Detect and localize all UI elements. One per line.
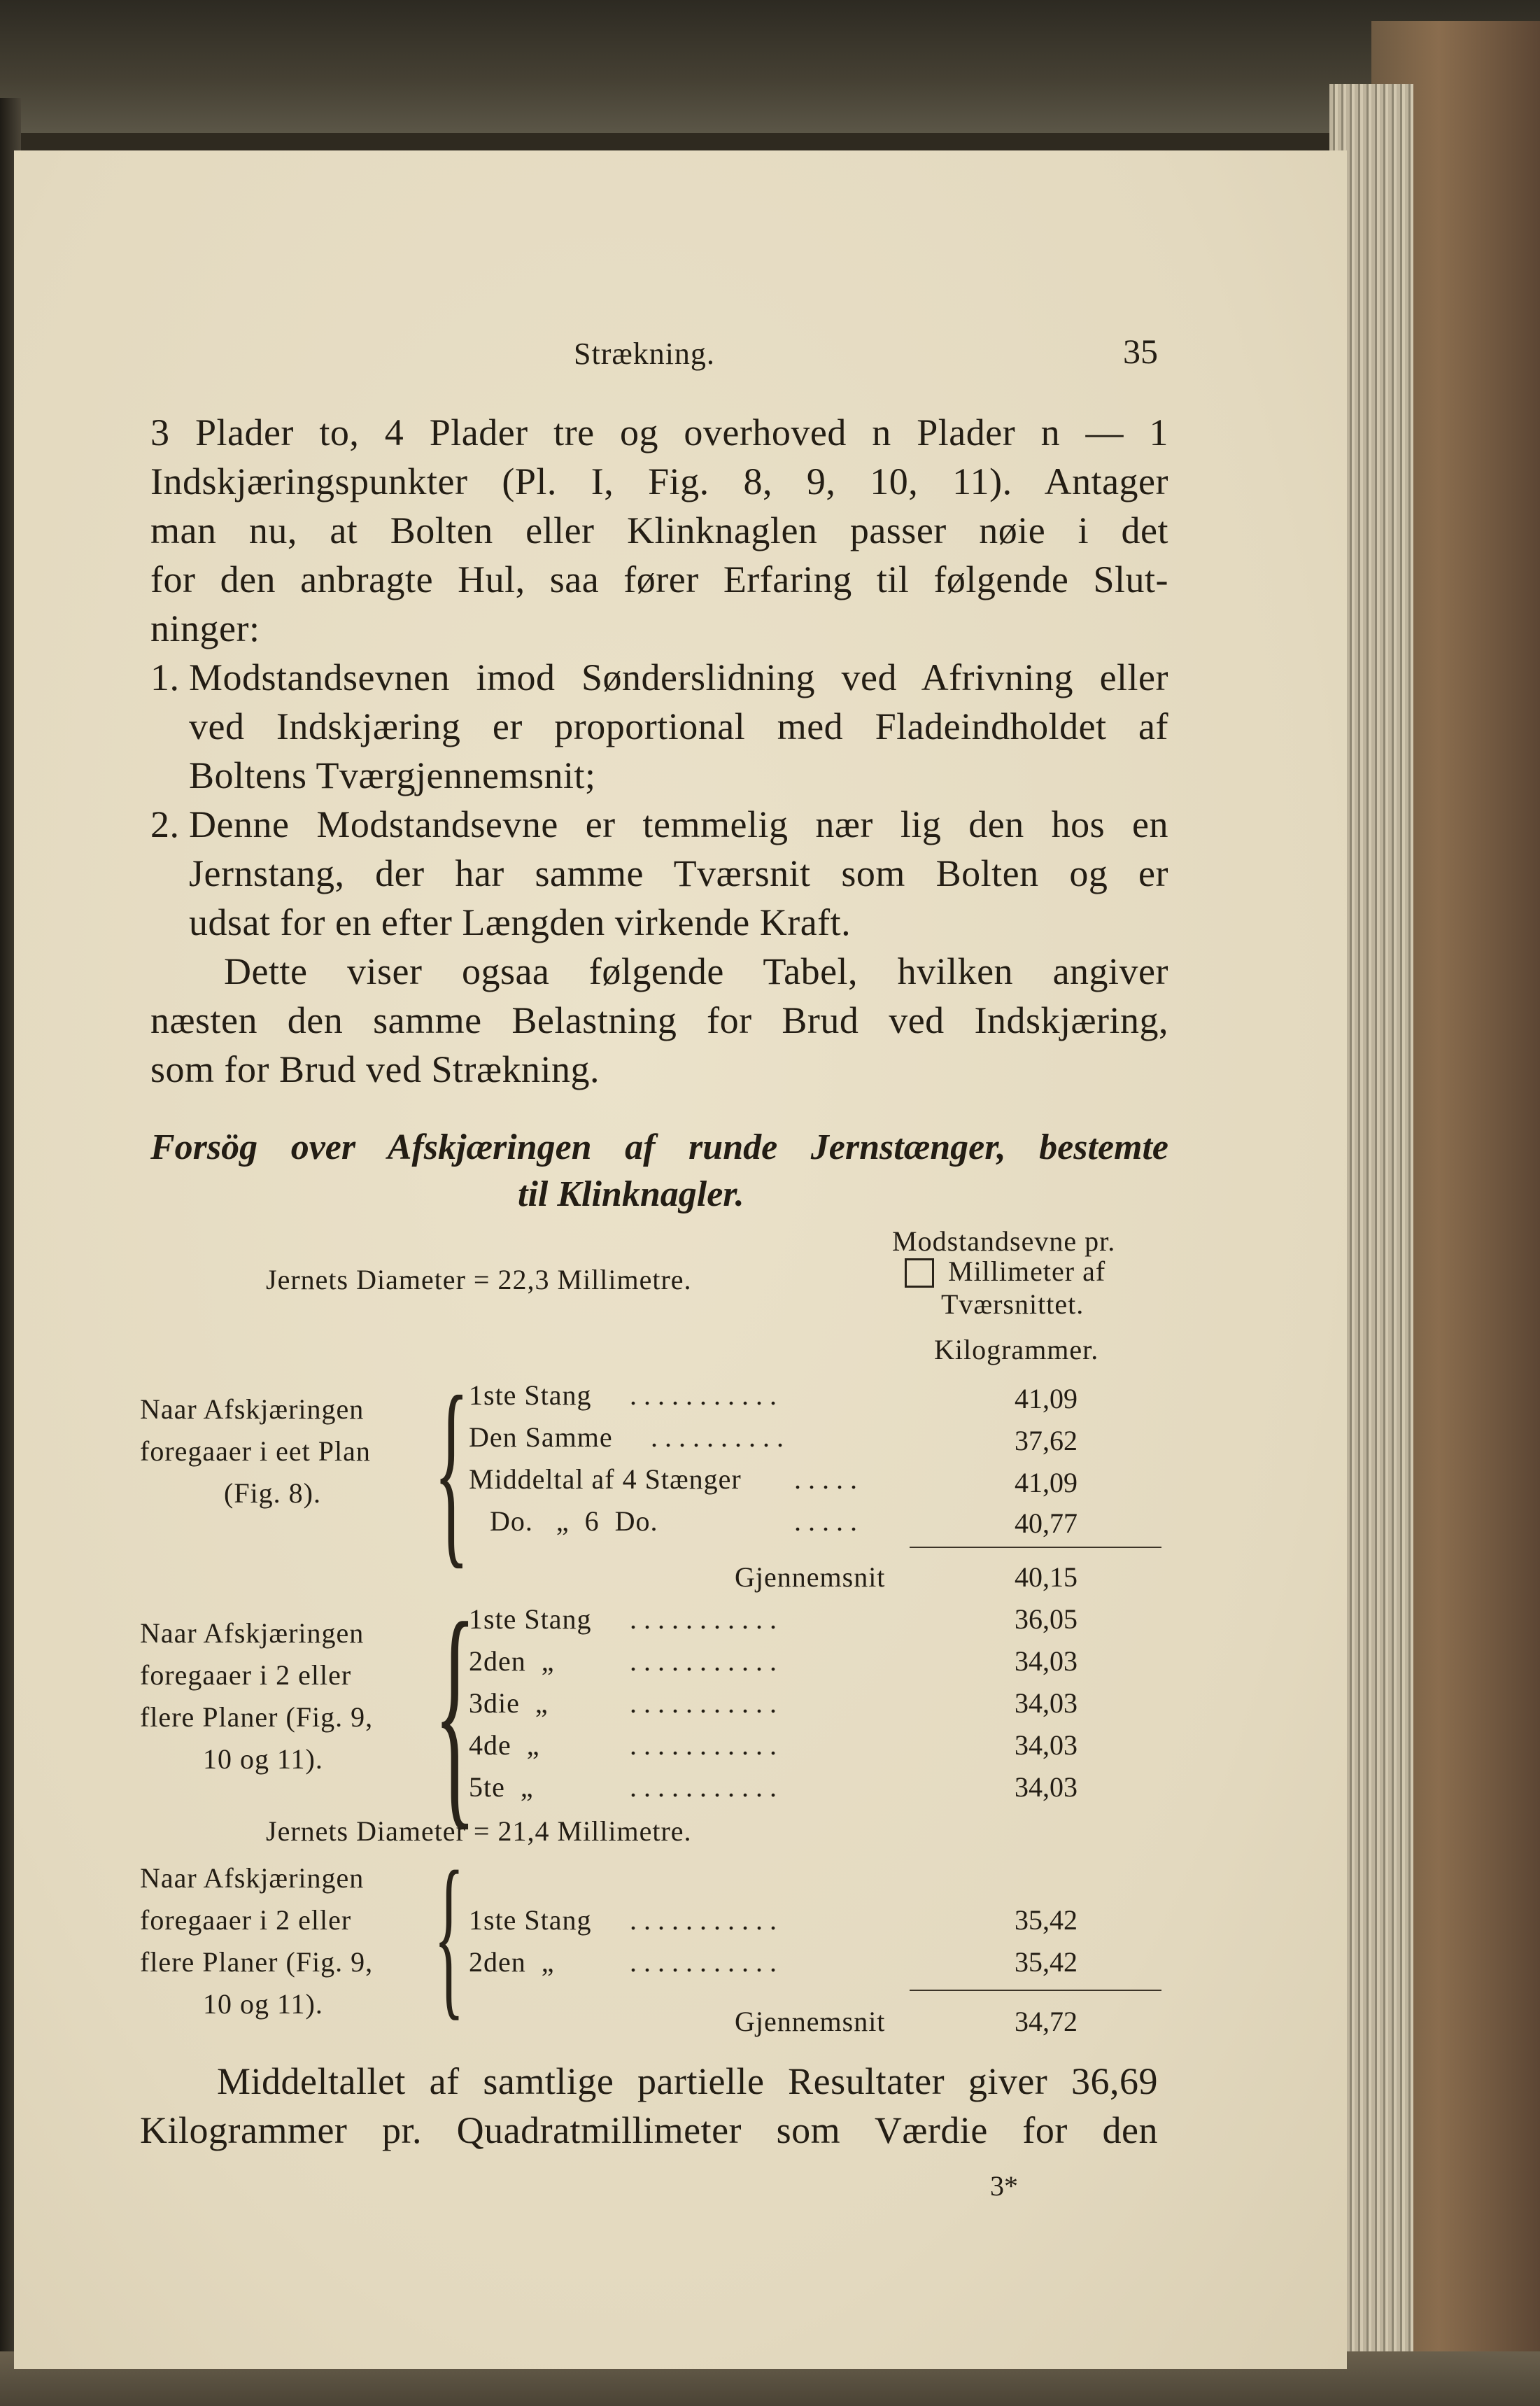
table-row-label: Middeltal af 4 Stænger [469, 1463, 742, 1495]
list-line: Modstandsevnen imod Sønderslidning ved Afrivning eller [189, 656, 1168, 698]
table-row-value: 41,09 [1015, 1467, 1078, 1498]
average-label: Gjennemsnit [735, 1561, 886, 1593]
list-line: Jernstang, der har samme Tværsnit som Bolten og er [189, 852, 1168, 894]
sum-rule [910, 1990, 1161, 1991]
diameter-note: Jernets Diameter = 21,4 Millimetre. [266, 1815, 692, 1847]
group-label: Naar Afskjæringen [140, 1393, 365, 1425]
table-row-value: 34,03 [1015, 1645, 1078, 1677]
group-label: Naar Afskjæringen [140, 1617, 365, 1649]
table-row-value: 34,03 [1015, 1687, 1078, 1719]
table-row-label: 1ste Stang [469, 1603, 592, 1635]
list-line: Boltens Tværgjennemsnit; [189, 754, 596, 796]
brace: { [434, 1571, 476, 1850]
text-line: Dette viser ogsaa følgende Tabel, hvilken angiver [224, 950, 1168, 992]
column-header: Millimeter af [948, 1255, 1106, 1287]
table-row-label: 2den „ [469, 1645, 555, 1677]
group-label: flere Planer (Fig. 9, [140, 1946, 374, 1978]
text-line: næsten den samme Belastning for Brud ved Indskjæring, [150, 999, 1168, 1041]
text-line: som for Brud ved Strækning. [150, 1048, 600, 1090]
table-row-value: 35,42 [1015, 1946, 1078, 1978]
group-label: 10 og 11). [203, 1988, 323, 2020]
text-line: for den anbragte Hul, saa fører Erfaring til følgende Slut- [150, 558, 1168, 600]
brace: { [434, 1353, 469, 1586]
sum-rule [910, 1547, 1161, 1548]
column-header: Modstandsevne pr. [892, 1225, 1116, 1257]
table-row-label: Do. „ 6 Do. [490, 1505, 658, 1537]
table-row-label: 4de „ [469, 1729, 540, 1761]
group-label: foregaaer i eet Plan [140, 1435, 371, 1467]
list-line: udsat for en efter Længden virkende Kraft. [189, 901, 852, 943]
table-row-label: 3die „ [469, 1687, 549, 1719]
text-line: ninger: [150, 607, 260, 649]
text-line: Indskjæringspunkter (Pl. I, Fig. 8, 9, 10, 11). Antager [150, 460, 1168, 502]
group-label: foregaaer i 2 eller [140, 1659, 352, 1691]
text-line: Kilogrammer pr. Quadratmillimeter som Værdie for den [140, 2109, 1158, 2151]
table-row-value: 36,05 [1015, 1603, 1078, 1635]
table-row-dots: ........... [630, 1729, 784, 1761]
list-line: ved Indskjæring er proportional med Fladeindholdet af [189, 705, 1168, 747]
table-row-label: 5te „ [469, 1771, 534, 1803]
table-row-dots: .......... [651, 1421, 791, 1453]
table-row-value: 37,62 [1015, 1425, 1078, 1456]
text-line: Middeltallet af samtlige partielle Resultater giver 36,69 [217, 2060, 1158, 2102]
average-value: 40,15 [1015, 1561, 1078, 1593]
table-row-label: 2den „ [469, 1946, 555, 1978]
table-row-value: 40,77 [1015, 1507, 1078, 1539]
group-label: 10 og 11). [203, 1743, 323, 1775]
table-row-value: 35,42 [1015, 1904, 1078, 1936]
table-row-dots: ........... [630, 1946, 784, 1978]
table-row-dots: ........... [630, 1379, 784, 1411]
list-line: Denne Modstandsevne er temmelig nær lig den hos en [189, 803, 1168, 845]
running-title: Strækning. [574, 337, 715, 371]
group-label: (Fig. 8). [224, 1477, 321, 1509]
table-row-value: 34,03 [1015, 1729, 1078, 1761]
group-label: Naar Afskjæringen [140, 1862, 365, 1894]
table-row-dots: ..... [794, 1463, 864, 1495]
page-number: 35 [1123, 332, 1158, 371]
table-row-label: Den Samme [469, 1421, 613, 1453]
table-row-dots: ........... [630, 1771, 784, 1803]
book-page [14, 150, 1347, 2369]
table-row-dots: ........... [630, 1904, 784, 1936]
diameter-note: Jernets Diameter = 22,3 Millimetre. [266, 1264, 692, 1295]
group-label: flere Planer (Fig. 9, [140, 1701, 374, 1733]
text-line: man nu, at Bolten eller Klinknaglen passer nøie i det [150, 509, 1168, 551]
table-row-value: 41,09 [1015, 1383, 1078, 1414]
signature-mark: 3* [990, 2170, 1018, 2202]
list-number: 1. [150, 656, 180, 698]
table-title-cont: til Klinknagler. [518, 1174, 744, 1214]
table-row-value: 34,03 [1015, 1771, 1078, 1803]
average-value: 34,72 [1015, 2006, 1078, 2037]
unit-label: Kilogrammer. [934, 1334, 1099, 1365]
table-row-dots: ........... [630, 1603, 784, 1635]
square-symbol [905, 1258, 934, 1288]
table-row-dots: ........... [630, 1687, 784, 1719]
table-row-label: 1ste Stang [469, 1904, 592, 1936]
table-row-dots: ........... [630, 1645, 784, 1677]
text-line: 3 Plader to, 4 Plader tre og overhoved n Plader n — 1 [150, 411, 1168, 453]
brace: { [434, 1834, 465, 2036]
group-label: foregaaer i 2 eller [140, 1904, 352, 1936]
list-number: 2. [150, 803, 180, 845]
column-header: Tværsnittet. [941, 1288, 1085, 1320]
book-top-band [0, 0, 1540, 133]
table-row-dots: ..... [794, 1505, 864, 1537]
average-label: Gjennemsnit [735, 2006, 886, 2037]
table-title: Forsög over Afskjæringen af runde Jernstænger, bestemte [150, 1127, 1168, 1167]
table-row-label: 1ste Stang [469, 1379, 592, 1411]
